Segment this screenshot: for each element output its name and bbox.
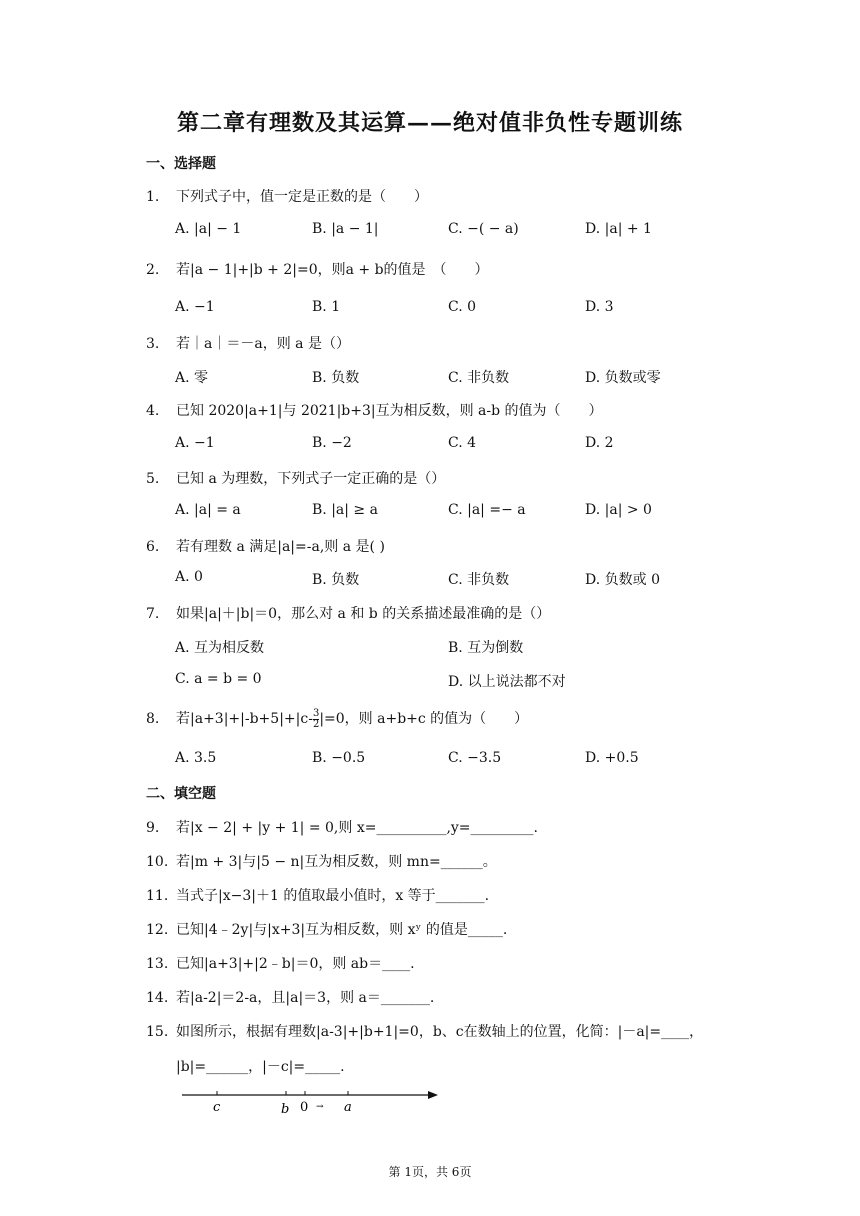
question-number: 6. xyxy=(146,539,160,555)
question-number: 14. xyxy=(146,990,169,1006)
question-text: 已知 2020|a+1|与 2021|b+3|互为相反数，则 a-b 的值为（ ） xyxy=(176,403,603,419)
question-number: 1. xyxy=(146,189,160,205)
question-number: 10. xyxy=(146,854,169,870)
option-d: D. 负数或零 xyxy=(585,370,661,386)
question-4 xyxy=(146,400,603,420)
question-text-before: 若|a+3|+|-b+5|+|c- xyxy=(176,711,313,727)
fraction-numerator: 3 xyxy=(312,707,320,719)
question-7 xyxy=(146,603,550,623)
label-0: 0 xyxy=(300,1100,309,1115)
question-text: 若|x − 2| + |y + 1| = 0,则 x=__________,y=_________. xyxy=(176,820,538,836)
option-c: C. a = b = 0 xyxy=(175,671,262,687)
question-text: 已知 a 为理数，下列式子一定正确的是（） xyxy=(176,471,446,487)
question-text: 若|a-2|＝2-a，且|a|＝3，则 a＝_______. xyxy=(176,990,435,1006)
question-text: 如果|a|＋|b|＝0，那么对 a 和 b 的关系描述最准确的是（） xyxy=(176,606,551,622)
question-3 xyxy=(146,333,350,353)
question-11 xyxy=(146,885,489,905)
option-a: A. 互为相反数 xyxy=(175,640,265,656)
section-heading-fill: 二、填空题 xyxy=(146,786,216,802)
question-number: 11. xyxy=(146,888,169,904)
question-15-line2: |b|=______，|－c|=_____. xyxy=(176,1059,345,1075)
option-d: D. |a| > 0 xyxy=(585,502,652,518)
option-b: B. 负数 xyxy=(312,370,360,386)
question-number: 2. xyxy=(146,262,160,278)
question-2 xyxy=(146,259,489,279)
question-number: 9. xyxy=(146,820,160,836)
option-b: B. 负数 xyxy=(312,572,360,588)
question-text: 若|m + 3|与|5 − n|互为相反数，则 mn=______。 xyxy=(176,854,497,870)
question-text: 下列式子中，值一定是正数的是（ ） xyxy=(176,189,428,205)
label-b: b xyxy=(281,1102,290,1117)
option-a: A. 0 xyxy=(175,569,203,585)
option-b: B. −0.5 xyxy=(312,750,366,766)
option-a: A. −1 xyxy=(175,299,215,315)
option-d: D. |a| + 1 xyxy=(585,221,652,237)
question-12 xyxy=(146,919,507,939)
question-number: 12. xyxy=(146,922,169,938)
question-text: 当式子|x−3|＋1 的值取最小值时，x 等于_______. xyxy=(176,888,490,904)
option-a: A. 3.5 xyxy=(175,750,217,766)
option-b: B. |a| ≥ a xyxy=(312,502,378,518)
question-text: 若|a − 1|+|b + 2|=0，则a + b的值是 （ ） xyxy=(176,262,489,278)
question-text: 已知|a+3|+|2﹣b|＝0，则 ab＝____. xyxy=(176,956,415,972)
option-b: B. |a − 1| xyxy=(312,221,379,237)
question-6 xyxy=(146,536,385,556)
number-line-figure xyxy=(180,1085,450,1125)
question-number: 7. xyxy=(146,606,160,622)
option-c: C. 非负数 xyxy=(448,370,510,386)
question-13 xyxy=(146,953,415,973)
question-text-after: |=0，则 a+b+c 的值为（ ） xyxy=(319,711,529,727)
question-15 xyxy=(146,1021,703,1041)
question-8 xyxy=(146,708,528,730)
arrow-right-icon xyxy=(428,1091,438,1099)
label-arrow: → xyxy=(316,1102,324,1112)
question-text: 若｜a｜＝－a，则 a 是（） xyxy=(176,336,350,352)
page-footer: 第 1页，共 6页 xyxy=(388,1165,472,1179)
question-1 xyxy=(146,186,428,206)
question-text: 已知|4﹣2y|与|x+3|互为相反数，则 xʸ 的值是_____. xyxy=(176,922,508,938)
option-c: C. 非负数 xyxy=(448,572,510,588)
option-a: A. −1 xyxy=(175,435,215,451)
question-10 xyxy=(146,851,497,871)
option-d: D. +0.5 xyxy=(585,750,639,766)
option-b: B. 1 xyxy=(312,299,341,315)
option-d: D. 3 xyxy=(585,299,614,315)
option-d: D. 负数或 0 xyxy=(585,572,660,588)
question-5 xyxy=(146,468,445,488)
option-c: C. 4 xyxy=(448,435,477,451)
option-d: D. 2 xyxy=(585,435,614,451)
question-number: 15. xyxy=(146,1024,169,1040)
question-text: 若有理数 a 满足|a|=-a,则 a 是( ) xyxy=(176,539,385,555)
question-text: 如图所示，根据有理数|a-3|+|b+1|=0，b、c在数轴上的位置，化简：|－a|=____， xyxy=(176,1024,704,1040)
question-number: 5. xyxy=(146,471,160,487)
page-title: 第二章有理数及其运算——绝对值非负性专题训练 xyxy=(176,110,683,136)
section-heading-choice: 一、选择题 xyxy=(146,156,216,172)
question-number: 3. xyxy=(146,336,160,352)
option-d: D. 以上说法都不对 xyxy=(448,674,566,690)
question-number: 13. xyxy=(146,956,169,972)
option-c: C. 0 xyxy=(448,299,477,315)
question-14 xyxy=(146,987,434,1007)
label-a: a xyxy=(344,1100,352,1115)
label-c: c xyxy=(213,1100,221,1115)
option-b: B. 互为倒数 xyxy=(448,640,524,656)
option-b: B. −2 xyxy=(312,435,352,451)
option-a: A. |a| = a xyxy=(175,502,241,518)
fraction-denominator: 2 xyxy=(312,718,320,730)
question-number: 4. xyxy=(146,403,160,419)
option-c: C. −3.5 xyxy=(448,750,502,766)
question-9 xyxy=(146,817,538,837)
option-a: A. 零 xyxy=(175,370,209,386)
option-c: C. −( − a) xyxy=(448,221,519,237)
option-a: A. |a| − 1 xyxy=(175,221,242,237)
option-c: C. |a| =− a xyxy=(448,502,526,518)
question-number: 8. xyxy=(146,711,160,727)
